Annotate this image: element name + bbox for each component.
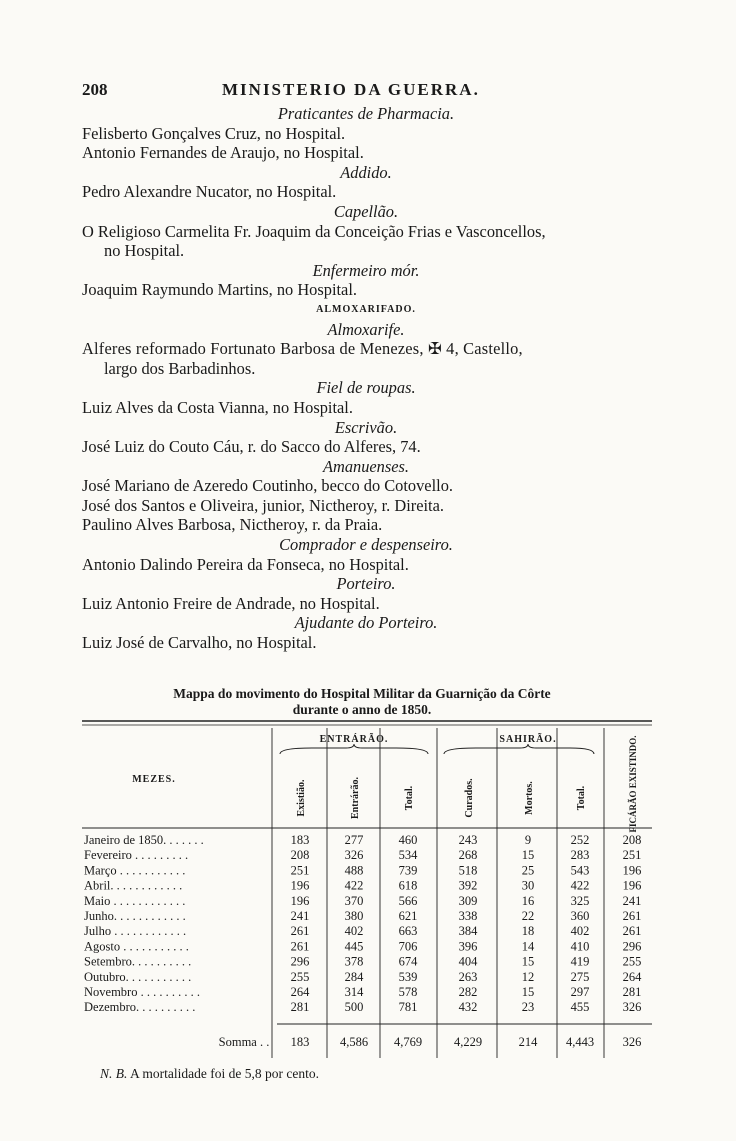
table-cell: 268 bbox=[458, 848, 478, 863]
footnote-text: A mortalidade foi de 5,8 por cento. bbox=[130, 1066, 319, 1081]
table-cell: 392 bbox=[458, 878, 478, 893]
table-cell: 543 bbox=[570, 863, 590, 878]
table-cell: 196 bbox=[290, 893, 310, 908]
table-cell: 314 bbox=[344, 985, 364, 999]
table-cell: 15 bbox=[521, 848, 535, 863]
text-line: José Mariano de Azeredo Coutinho, becco do Cotovello. bbox=[82, 476, 453, 496]
table-cell: 739 bbox=[398, 863, 418, 878]
page-number: 208 bbox=[82, 80, 108, 99]
table-cell: 518 bbox=[458, 863, 478, 878]
text-line: Almoxarife. bbox=[327, 319, 405, 339]
table-cell: 25 bbox=[521, 863, 535, 878]
table-cell: 432 bbox=[458, 1000, 478, 1015]
text-line: O Religioso Carmelita Fr. Joaquim da Conceição Frias e Vasconcellos, bbox=[82, 221, 546, 241]
column-header: Entrárão. bbox=[350, 777, 361, 819]
table-cell: 781 bbox=[398, 1000, 418, 1015]
column-header: Total. bbox=[404, 785, 415, 811]
table-cell: 252 bbox=[570, 833, 590, 847]
table-cell: 208 bbox=[290, 848, 310, 863]
month-label: Outubro. . . . . . . . . . . bbox=[84, 969, 192, 984]
text-line: José Luiz do Couto Cáu, r. do Sacco do Alferes, 74. bbox=[82, 437, 421, 457]
table-cell: 419 bbox=[570, 954, 590, 969]
table-cell: 618 bbox=[398, 878, 418, 893]
column-header: Existião. bbox=[296, 779, 307, 817]
table-cell: 566 bbox=[398, 893, 418, 908]
table-cell: 500 bbox=[344, 1000, 364, 1015]
text-line: Alferes reformado Fortunato Barbosa de Menezes, ✠ 4, Castello, bbox=[82, 339, 523, 359]
sum-cell: 214 bbox=[518, 1035, 538, 1049]
month-label: Fevereiro . . . . . . . . . bbox=[84, 848, 189, 863]
text-line: Paulino Alves Barbosa, Nictheroy, r. da Praia. bbox=[82, 515, 383, 535]
text-line: Escrivão. bbox=[334, 417, 398, 437]
text-line: Joaquim Raymundo Martins, no Hospital. bbox=[82, 280, 357, 300]
table-cell: 422 bbox=[344, 878, 364, 893]
table-cell: 621 bbox=[398, 909, 418, 923]
table-cell: 338 bbox=[458, 909, 478, 923]
table-cell: 277 bbox=[344, 833, 364, 847]
table-cell: 402 bbox=[344, 924, 364, 939]
table-cell: 255 bbox=[622, 954, 642, 969]
text-line: Ajudante do Porteiro. bbox=[294, 613, 438, 633]
table-cell: 488 bbox=[344, 863, 364, 878]
table-cell: 241 bbox=[290, 909, 310, 923]
column-header: Mortos. bbox=[524, 781, 535, 815]
table-cell: 370 bbox=[344, 893, 364, 908]
table-cell: 15 bbox=[521, 985, 535, 999]
brace-sahirao bbox=[444, 744, 594, 754]
text-line: Luiz José de Carvalho, no Hospital. bbox=[82, 633, 317, 653]
table-cell: 534 bbox=[398, 848, 418, 863]
sum-cell: 4,229 bbox=[453, 1035, 483, 1049]
table-cell: 263 bbox=[458, 969, 478, 984]
table-cell: 325 bbox=[570, 893, 590, 908]
table-cell: 261 bbox=[622, 924, 642, 939]
table-cell: 296 bbox=[290, 954, 310, 969]
table-cell: 16 bbox=[521, 893, 535, 908]
row-header-mezes: MEZES. bbox=[132, 774, 176, 785]
month-label: Junho. . . . . . . . . . . . bbox=[84, 909, 186, 923]
text-line: Capellão. bbox=[333, 201, 399, 221]
text-line: Antonio Fernandes de Araujo, no Hospital. bbox=[82, 143, 364, 163]
table-cell: 208 bbox=[622, 833, 642, 847]
table-cell: 284 bbox=[344, 969, 364, 984]
month-label: Agosto . . . . . . . . . . . bbox=[84, 939, 189, 954]
table-cell: 281 bbox=[290, 1000, 310, 1015]
table-cell: 402 bbox=[570, 924, 590, 939]
table-cell: 18 bbox=[521, 924, 535, 939]
column-header: FICÁRÃO EXISTINDO. bbox=[628, 735, 638, 833]
table-cell: 261 bbox=[622, 909, 642, 923]
table-cell: 410 bbox=[570, 939, 590, 954]
map-title: Mappa do movimento do Hospital Militar da Guarnição da Côrte durante o anno de 1850. bbox=[173, 686, 551, 717]
running-title: MINISTERIO DA GUERRA. bbox=[222, 80, 480, 99]
table-cell: 422 bbox=[570, 878, 590, 893]
sum-cell: 4,443 bbox=[565, 1035, 595, 1049]
text-line: Enfermeiro mór. bbox=[312, 260, 420, 280]
table-cell: 539 bbox=[398, 969, 418, 984]
table-cell: 326 bbox=[344, 848, 364, 863]
month-label: Março . . . . . . . . . . . bbox=[84, 863, 186, 878]
table-cell: 22 bbox=[521, 909, 535, 923]
table-cell: 404 bbox=[458, 954, 478, 969]
brace-entrarao bbox=[280, 744, 428, 754]
text-line: largo dos Barbadinhos. bbox=[104, 358, 256, 378]
text-line: Porteiro. bbox=[336, 574, 396, 594]
table-cell: 460 bbox=[398, 833, 418, 847]
table-cell: 445 bbox=[344, 939, 364, 954]
table-cell: 380 bbox=[344, 909, 364, 923]
table-cell: 196 bbox=[290, 878, 310, 893]
table-cell: 241 bbox=[622, 893, 642, 908]
table-cell: 9 bbox=[524, 833, 532, 847]
column-header: Curados. bbox=[464, 778, 475, 818]
table-cell: 14 bbox=[521, 939, 535, 954]
month-label: Setembro. . . . . . . . . . bbox=[84, 954, 192, 969]
table-cell: 281 bbox=[622, 985, 642, 999]
sum-cell: 183 bbox=[290, 1035, 310, 1049]
table-cell: 663 bbox=[398, 924, 418, 939]
month-label: Dezembro. . . . . . . . . . bbox=[84, 1000, 196, 1015]
sum-cell: 4,586 bbox=[339, 1035, 369, 1049]
table-cell: 255 bbox=[290, 969, 310, 984]
month-label: Maio . . . . . . . . . . . . bbox=[84, 893, 186, 908]
table-cell: 378 bbox=[344, 954, 364, 969]
table-cell: 283 bbox=[570, 848, 590, 863]
text-line: Addido. bbox=[340, 162, 392, 182]
text-line: Amanuenses. bbox=[322, 456, 410, 476]
table-cell: 251 bbox=[622, 848, 642, 863]
table-cell: 326 bbox=[622, 1000, 642, 1015]
table-cell: 706 bbox=[398, 939, 418, 954]
group-heading-sahirao: SAHIRÃO. bbox=[499, 734, 557, 745]
table-cell: 297 bbox=[570, 985, 590, 999]
table-cell: 360 bbox=[570, 909, 590, 923]
footnote-prefix: N. B. bbox=[100, 1066, 128, 1081]
table-cell: 674 bbox=[398, 954, 418, 969]
text-line: Antonio Dalindo Pereira da Fonseca, no Hospital. bbox=[82, 554, 409, 574]
text-line: Felisberto Gonçalves Cruz, no Hospital. bbox=[82, 123, 346, 143]
table-cell: 296 bbox=[622, 939, 642, 954]
text-line: ALMOXARIFADO. bbox=[316, 303, 416, 315]
text-line: Fiel de roupas. bbox=[316, 378, 416, 398]
table-cell: 309 bbox=[458, 893, 478, 908]
month-label: Novembro . . . . . . . . . . bbox=[84, 985, 200, 999]
text-line: Comprador e despenseiro. bbox=[279, 535, 453, 555]
table-cell: 183 bbox=[290, 833, 310, 847]
table-cell: 15 bbox=[521, 954, 535, 969]
table-cell: 243 bbox=[458, 833, 478, 847]
table-cell: 396 bbox=[458, 939, 478, 954]
hospital-movement-table bbox=[82, 720, 652, 1058]
table-cell: 578 bbox=[398, 985, 418, 999]
text-line: José dos Santos e Oliveira, junior, Nictheroy, r. Direita. bbox=[82, 495, 444, 515]
text-line: Luiz Antonio Freire de Andrade, no Hospital. bbox=[82, 593, 380, 613]
table-cell: 264 bbox=[290, 985, 310, 999]
sum-label: Somma . . bbox=[218, 1035, 270, 1049]
month-label: Julho . . . . . . . . . . . . bbox=[84, 924, 187, 939]
text-line: Pedro Alexandre Nucator, no Hospital. bbox=[82, 182, 337, 202]
text-line: Praticantes de Pharmacia. bbox=[277, 104, 455, 123]
table-cell: 264 bbox=[622, 969, 642, 984]
table-cell: 455 bbox=[570, 1000, 590, 1015]
group-heading-entrarao: ENTRÁRÃO. bbox=[319, 734, 389, 745]
table-cell: 282 bbox=[458, 985, 478, 999]
sum-cell: 4,769 bbox=[393, 1035, 423, 1049]
text-line: no Hospital. bbox=[104, 241, 185, 261]
column-header: Total. bbox=[576, 785, 587, 811]
table-cell: 23 bbox=[521, 1000, 535, 1015]
month-label: Abril. . . . . . . . . . . . bbox=[84, 878, 183, 893]
footnote bbox=[100, 1066, 319, 1082]
text-line: Luiz Alves da Costa Vianna, no Hospital. bbox=[82, 397, 353, 417]
table-cell: 196 bbox=[622, 878, 642, 893]
sum-cell: 326 bbox=[622, 1035, 642, 1049]
table-cell: 261 bbox=[290, 924, 310, 939]
table-cell: 275 bbox=[570, 969, 590, 984]
table-cell: 196 bbox=[622, 863, 642, 878]
personnel-list bbox=[82, 104, 650, 653]
table-cell: 30 bbox=[521, 878, 535, 893]
page-header bbox=[82, 80, 642, 104]
table-cell: 261 bbox=[290, 939, 310, 954]
table-cell: 251 bbox=[290, 863, 310, 878]
table-cell: 384 bbox=[458, 924, 478, 939]
month-label: Janeiro de 1850. . . . . . . bbox=[84, 833, 204, 847]
table-cell: 12 bbox=[521, 969, 535, 984]
